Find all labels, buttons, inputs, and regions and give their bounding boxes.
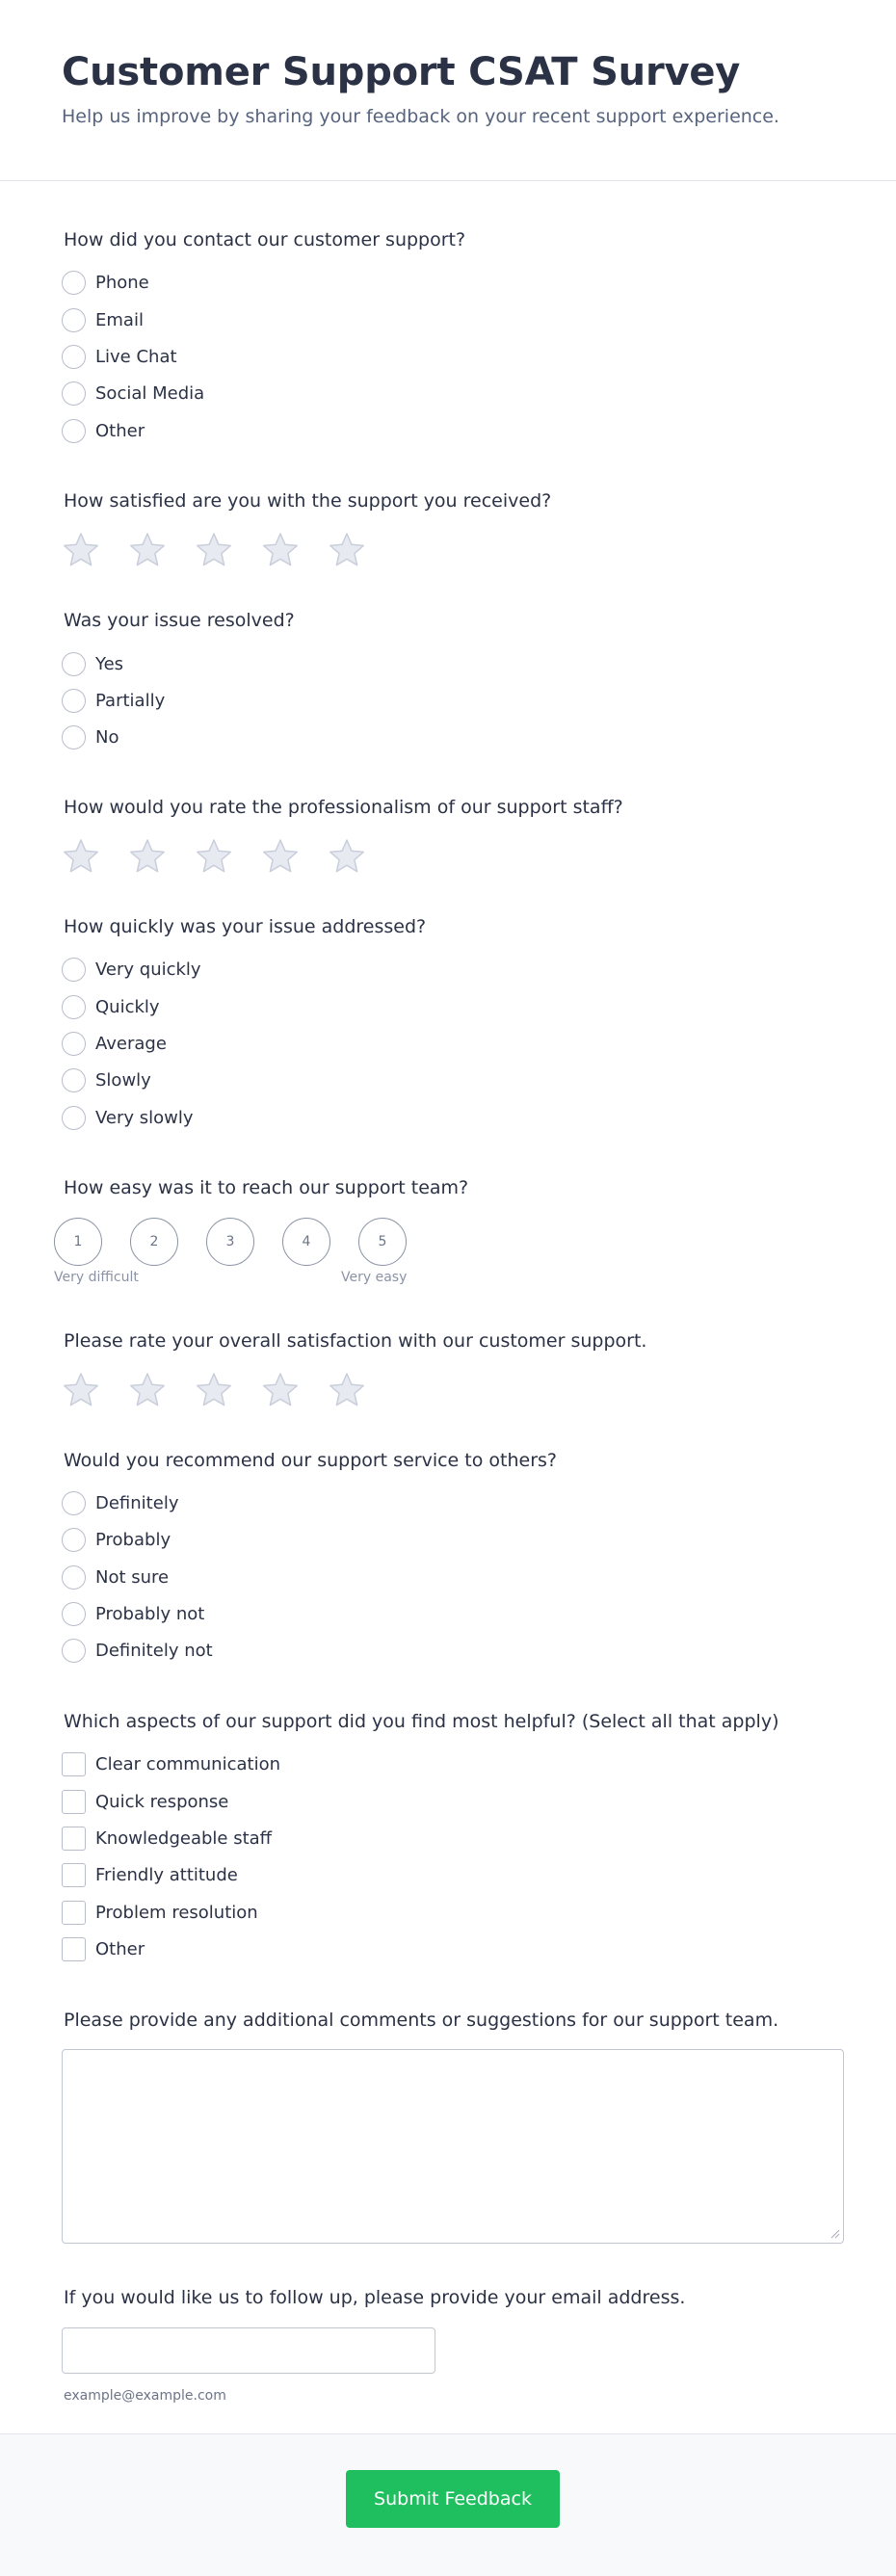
question-ease-of-reach: How easy was it to reach our support team? bbox=[64, 1177, 469, 1198]
option-label: Definitely not bbox=[95, 1640, 213, 1661]
checkbox-option-problem-resolution[interactable] bbox=[62, 1900, 258, 1925]
radio-button[interactable] bbox=[62, 381, 86, 406]
star-icon[interactable] bbox=[195, 531, 233, 569]
radio-button[interactable] bbox=[62, 271, 86, 295]
option-label: Average bbox=[95, 1033, 167, 1054]
checkbox[interactable] bbox=[62, 1752, 86, 1776]
option-label: Live Chat bbox=[95, 346, 177, 367]
radio-option-very-quickly[interactable] bbox=[62, 957, 201, 982]
option-label: Definitely bbox=[95, 1492, 179, 1513]
radio-button[interactable] bbox=[62, 345, 86, 369]
radio-button[interactable] bbox=[62, 1032, 86, 1056]
radio-option-probably-not[interactable] bbox=[62, 1601, 204, 1626]
submit-feedback-button[interactable]: Submit Feedback bbox=[346, 2470, 560, 2528]
star-icon[interactable] bbox=[328, 1371, 366, 1409]
checkbox-option-knowledgeable-staff[interactable] bbox=[62, 1826, 272, 1851]
question-speed: How quickly was your issue addressed? bbox=[64, 916, 427, 937]
radio-option-other[interactable] bbox=[62, 418, 145, 443]
star-icon[interactable] bbox=[261, 1371, 300, 1409]
radio-button[interactable] bbox=[62, 308, 86, 332]
option-label: Email bbox=[95, 309, 144, 330]
checkbox[interactable] bbox=[62, 1937, 86, 1961]
question-comments: Please provide any additional comments or suggestions for our support team. bbox=[64, 2010, 779, 2031]
question-overall-satisfaction: Please rate your overall satisfaction with our customer support. bbox=[64, 1330, 647, 1352]
radio-option-email[interactable] bbox=[62, 307, 144, 332]
radio-button[interactable] bbox=[62, 1068, 86, 1092]
option-label: Partially bbox=[95, 690, 166, 711]
star-icon[interactable] bbox=[62, 837, 100, 876]
option-label: Phone bbox=[95, 272, 149, 293]
option-label: No bbox=[95, 726, 119, 748]
checkbox[interactable] bbox=[62, 1790, 86, 1814]
star-icon[interactable] bbox=[261, 531, 300, 569]
radio-button[interactable] bbox=[62, 1106, 86, 1130]
option-label: Knowledgeable staff bbox=[95, 1827, 273, 1849]
radio-option-phone[interactable] bbox=[62, 270, 149, 295]
option-label: Problem resolution bbox=[95, 1902, 258, 1923]
question-helpful-aspects: Which aspects of our support did you find most helpful? (Select all that apply) bbox=[64, 1711, 779, 1732]
radio-option-not-sure[interactable] bbox=[62, 1564, 169, 1590]
radio-option-quickly[interactable] bbox=[62, 994, 160, 1019]
option-label: Social Media bbox=[95, 382, 205, 404]
question-contact-method: How did you contact our customer support? bbox=[64, 229, 466, 250]
checkbox-option-quick-response[interactable] bbox=[62, 1789, 228, 1814]
checkbox[interactable] bbox=[62, 1901, 86, 1925]
option-label: Quickly bbox=[95, 996, 160, 1017]
checkbox[interactable] bbox=[62, 1827, 86, 1851]
radio-button[interactable] bbox=[62, 1602, 86, 1626]
radio-button[interactable] bbox=[62, 958, 86, 982]
radio-option-yes[interactable] bbox=[62, 651, 123, 676]
radio-button[interactable] bbox=[62, 725, 86, 749]
checkbox[interactable] bbox=[62, 1863, 86, 1887]
radio-button[interactable] bbox=[62, 1528, 86, 1552]
page-subtitle: Help us improve by sharing your feedback on your recent support experience. bbox=[62, 106, 779, 127]
radio-button[interactable] bbox=[62, 995, 86, 1019]
option-label: Probably bbox=[95, 1529, 171, 1550]
survey-header bbox=[0, 0, 896, 181]
question-email: If you would like us to follow up, please provide your email address. bbox=[64, 2287, 686, 2308]
radio-option-social-media[interactable] bbox=[62, 381, 204, 406]
star-icon[interactable] bbox=[62, 1371, 100, 1409]
star-icon[interactable] bbox=[328, 837, 366, 876]
option-label: Very quickly bbox=[95, 959, 201, 980]
radio-button[interactable] bbox=[62, 1639, 86, 1663]
question-issue-resolved: Was your issue resolved? bbox=[64, 610, 295, 631]
radio-button[interactable] bbox=[62, 652, 86, 676]
radio-option-slowly[interactable] bbox=[62, 1067, 151, 1092]
radio-button[interactable] bbox=[62, 689, 86, 713]
email-hint: example@example.com bbox=[64, 2388, 226, 2404]
question-recommend: Would you recommend our support service to others? bbox=[64, 1450, 557, 1471]
option-label: Other bbox=[95, 1938, 145, 1959]
star-icon[interactable] bbox=[195, 837, 233, 876]
star-icon[interactable] bbox=[62, 531, 100, 569]
radio-button[interactable] bbox=[62, 1565, 86, 1590]
option-label: Quick response bbox=[95, 1791, 229, 1812]
question-satisfaction: How satisfied are you with the support you received? bbox=[64, 490, 552, 512]
checkbox-option-other[interactable] bbox=[62, 1936, 145, 1961]
email-field[interactable] bbox=[62, 2327, 435, 2374]
star-icon[interactable] bbox=[195, 1371, 233, 1409]
option-label: Probably not bbox=[95, 1603, 205, 1624]
star-icon[interactable] bbox=[328, 531, 366, 569]
comments-textarea[interactable] bbox=[62, 2049, 844, 2244]
star-icon[interactable] bbox=[128, 1371, 167, 1409]
radio-button[interactable] bbox=[62, 1491, 86, 1515]
option-label: Yes bbox=[95, 653, 124, 674]
option-label: Friendly attitude bbox=[95, 1864, 238, 1885]
scale-option-2[interactable]: 2 bbox=[130, 1218, 178, 1266]
radio-option-partially[interactable] bbox=[62, 688, 165, 713]
scale-min-label: Very difficult bbox=[54, 1270, 139, 1285]
radio-option-average[interactable] bbox=[62, 1031, 167, 1056]
radio-option-probably[interactable] bbox=[62, 1527, 171, 1552]
option-label: Slowly bbox=[95, 1069, 151, 1091]
question-professionalism: How would you rate the professionalism of our support staff? bbox=[64, 797, 623, 818]
option-label: Clear communication bbox=[95, 1753, 280, 1774]
scale-option-5[interactable]: 5 bbox=[358, 1218, 407, 1266]
scale-option-1[interactable]: 1 bbox=[54, 1218, 102, 1266]
option-label: Other bbox=[95, 420, 145, 441]
radio-option-definitely[interactable] bbox=[62, 1490, 178, 1515]
star-icon[interactable] bbox=[128, 837, 167, 876]
radio-option-no[interactable] bbox=[62, 724, 119, 749]
scale-max-label: Very easy bbox=[341, 1270, 408, 1285]
checkbox-option-friendly-attitude[interactable] bbox=[62, 1862, 238, 1887]
radio-option-definitely-not[interactable] bbox=[62, 1638, 213, 1663]
option-label: Not sure bbox=[95, 1566, 170, 1588]
resize-grip-icon[interactable] bbox=[829, 2227, 840, 2239]
checkbox-option-clear-communication[interactable] bbox=[62, 1751, 280, 1776]
radio-option-live-chat[interactable] bbox=[62, 344, 177, 369]
radio-button[interactable] bbox=[62, 419, 86, 443]
option-label: Very slowly bbox=[95, 1107, 194, 1128]
scale-option-4[interactable]: 4 bbox=[282, 1218, 330, 1266]
radio-option-very-slowly[interactable] bbox=[62, 1105, 194, 1130]
scale-option-3[interactable]: 3 bbox=[206, 1218, 254, 1266]
page-title: Customer Support CSAT Survey bbox=[62, 50, 741, 94]
star-icon[interactable] bbox=[128, 531, 167, 569]
star-icon[interactable] bbox=[261, 837, 300, 876]
